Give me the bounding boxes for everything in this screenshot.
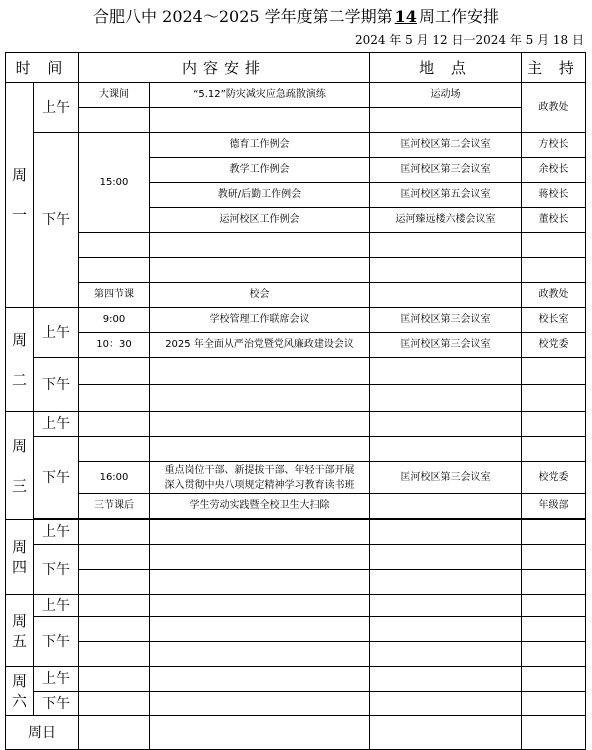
day-sunday: 周日 (6, 716, 79, 750)
monday-last-place (370, 283, 522, 308)
table-row (6, 358, 586, 385)
empty-cell (150, 108, 370, 133)
empty-cell (522, 545, 586, 570)
table-row (6, 412, 586, 437)
wednesday-pm-host: 校党委 (522, 462, 586, 494)
tuesday-am-content-2: 2025 年全面从严治党暨党风廉政建设会议 (150, 333, 370, 358)
monday-am-time: 大课间 (79, 83, 150, 108)
day-tuesday (6, 308, 34, 412)
empty-cell (522, 258, 586, 283)
tuesday-am-place-1: 匡河校区第三会议室 (370, 308, 522, 333)
table-row (6, 283, 586, 308)
monday-pm-host-4: 董校长 (522, 208, 586, 233)
wednesday-last-time: 三节课后 (79, 494, 150, 519)
monday-pm-content-1: 德育工作例会 (150, 133, 370, 158)
empty-cell (370, 358, 522, 385)
tuesday-pm-label: 下午 (34, 358, 79, 412)
table-row (6, 545, 586, 570)
empty-cell (150, 437, 370, 462)
tuesday-am-time-1: 9:00 (79, 308, 150, 333)
empty-cell (79, 545, 150, 570)
thursday-pm-label: 下午 (34, 545, 79, 595)
monday-pm-host-2: 余校长 (522, 158, 586, 183)
monday-pm-place-4: 运河臻远楼六楼会议室 (370, 208, 522, 233)
empty-cell (522, 716, 586, 750)
wednesday-last-content: 学生劳动实践暨全校卫生大扫除 (150, 494, 370, 519)
wednesday-pm-content-line1: 重点岗位干部、新提拔干部、年轻干部开展 (164, 464, 355, 476)
day-thursday-char2: 四 (11, 558, 27, 576)
monday-am-host: 政教处 (522, 83, 586, 133)
empty-cell (522, 570, 586, 595)
header-content: 内容安排 (79, 53, 370, 83)
empty-cell (79, 716, 150, 750)
table-row (6, 437, 586, 462)
wednesday-pm-label: 下午 (34, 437, 79, 519)
empty-cell (79, 692, 150, 716)
empty-cell (150, 570, 370, 595)
empty-cell (150, 412, 370, 437)
day-wednesday (6, 412, 34, 520)
empty-cell (150, 385, 370, 412)
empty-cell (79, 437, 150, 462)
monday-pm-content-3: 教研/后勤工作例会 (150, 183, 370, 208)
table-row (6, 308, 586, 333)
empty-cell (79, 358, 150, 385)
table-row (6, 570, 586, 595)
date-range: 2024 年 5 月 12 日一2024 年 5 月 18 日 (354, 33, 584, 47)
empty-cell (522, 412, 586, 437)
table-row (6, 258, 586, 283)
table-row (6, 716, 586, 750)
empty-cell (79, 520, 150, 545)
monday-pm-place-3: 匡河校区第五会议室 (370, 183, 522, 208)
empty-cell (370, 385, 522, 412)
header-row (6, 53, 586, 83)
empty-cell (522, 642, 586, 667)
empty-cell (370, 692, 522, 716)
empty-cell (522, 385, 586, 412)
empty-cell (79, 667, 150, 692)
empty-cell (522, 437, 586, 462)
empty-cell (150, 520, 370, 545)
empty-cell (150, 642, 370, 667)
page-title (0, 4, 592, 27)
empty-cell (79, 108, 150, 133)
header-host: 主 持 (522, 53, 586, 83)
wednesday-am-label: 上午 (34, 412, 79, 437)
wednesday-pm-content (150, 462, 370, 494)
empty-cell (150, 617, 370, 642)
monday-pm-content-2: 教学工作例会 (150, 158, 370, 183)
day-tuesday-char2: 二 (11, 370, 27, 389)
day-friday-char1: 周 (11, 611, 27, 630)
header-time: 时 间 (6, 53, 79, 83)
tuesday-am-label: 上午 (34, 308, 79, 358)
table-row (6, 233, 586, 258)
day-monday-char1: 周 (11, 166, 27, 184)
empty-cell (522, 520, 586, 545)
table-row (6, 595, 586, 617)
table-row (6, 333, 586, 358)
monday-last-host: 政教处 (522, 283, 586, 308)
monday-pm-content-4: 运河校区工作例会 (150, 208, 370, 233)
empty-cell (522, 595, 586, 617)
table-row (6, 133, 586, 158)
empty-cell (370, 437, 522, 462)
monday-pm-host-1: 方校长 (522, 133, 586, 158)
wednesday-pm-place: 匡河校区第三会议室 (370, 462, 522, 494)
empty-cell (370, 595, 522, 617)
empty-cell (79, 412, 150, 437)
day-saturday-char1: 周 (11, 672, 27, 690)
empty-cell (370, 617, 522, 642)
empty-cell (370, 258, 522, 283)
empty-cell (522, 617, 586, 642)
day-thursday (6, 520, 34, 595)
friday-pm-label: 下午 (34, 617, 79, 667)
monday-last-content: 校会 (150, 283, 370, 308)
monday-pm-place-2: 匡河校区第三会议室 (370, 158, 522, 183)
empty-cell (370, 570, 522, 595)
monday-am-label: 上午 (34, 83, 79, 133)
table-row (6, 520, 586, 545)
table-row (6, 692, 586, 716)
thursday-am-label: 上午 (34, 520, 79, 545)
table-row (6, 617, 586, 642)
day-thursday-char1: 周 (11, 538, 27, 556)
wednesday-last-place (370, 494, 522, 519)
empty-cell (370, 642, 522, 667)
empty-cell (150, 692, 370, 716)
header-place: 地 点 (370, 53, 522, 83)
empty-cell (79, 385, 150, 412)
table-row (6, 667, 586, 692)
tuesday-am-place-2: 匡河校区第三会议室 (370, 333, 522, 358)
empty-cell (79, 595, 150, 617)
empty-cell (522, 233, 586, 258)
table-row (6, 83, 586, 108)
wednesday-last-host: 年级部 (522, 494, 586, 519)
week-number: 14 (394, 7, 417, 26)
empty-cell (150, 716, 370, 750)
empty-cell (370, 716, 522, 750)
monday-pm-time: 15:00 (79, 133, 150, 233)
day-saturday-char2: 六 (11, 692, 27, 710)
empty-cell (370, 233, 522, 258)
day-wednesday-char2: 三 (11, 476, 27, 495)
tuesday-am-host-2: 校党委 (522, 333, 586, 358)
empty-cell (370, 520, 522, 545)
empty-cell (370, 545, 522, 570)
empty-cell (522, 692, 586, 716)
day-tuesday-char1: 周 (11, 330, 27, 349)
table-row (6, 385, 586, 412)
day-wednesday-char1: 周 (11, 436, 27, 455)
table-row (6, 108, 586, 133)
table-row (6, 642, 586, 667)
empty-cell (79, 570, 150, 595)
day-monday-char2: 一 (11, 206, 27, 224)
empty-cell (150, 258, 370, 283)
monday-am-place: 运动场 (370, 83, 522, 108)
table-row (6, 462, 586, 494)
empty-cell (522, 667, 586, 692)
title-prefix: 合肥八中 2024～2025 学年度第二学期第 (93, 7, 393, 26)
empty-cell (370, 412, 522, 437)
empty-cell (79, 233, 150, 258)
tuesday-am-time-2: 10：30 (79, 333, 150, 358)
empty-cell (370, 667, 522, 692)
empty-cell (150, 595, 370, 617)
title-suffix: 周工作安排 (418, 7, 499, 26)
monday-pm-label: 下午 (34, 133, 79, 308)
empty-cell (150, 667, 370, 692)
monday-pm-host-3: 蒋校长 (522, 183, 586, 208)
empty-cell (79, 258, 150, 283)
wednesday-pm-content-line2: 深入贯彻中央八项规定精神学习教育读书班 (164, 479, 355, 491)
table-row (6, 494, 586, 519)
day-friday-char2: 五 (11, 631, 27, 650)
friday-am-label: 上午 (34, 595, 79, 617)
empty-cell (79, 642, 150, 667)
day-friday (6, 595, 34, 667)
day-monday (6, 83, 34, 308)
empty-cell (79, 617, 150, 642)
monday-last-time: 第四节课 (79, 283, 150, 308)
tuesday-am-content-1: 学校管理工作联席会议 (150, 308, 370, 333)
schedule-table (5, 52, 586, 750)
tuesday-am-host-1: 校长室 (522, 308, 586, 333)
monday-pm-place-1: 匡河校区第二会议室 (370, 133, 522, 158)
saturday-am-label: 上午 (34, 667, 79, 692)
wednesday-pm-time: 16:00 (79, 462, 150, 494)
empty-cell (150, 545, 370, 570)
day-saturday (6, 667, 34, 716)
empty-cell (522, 358, 586, 385)
monday-am-content: “5.12”防灾减灾应急疏散演练 (150, 83, 370, 108)
saturday-pm-label: 下午 (34, 692, 79, 716)
empty-cell (150, 233, 370, 258)
empty-cell (150, 358, 370, 385)
empty-cell (370, 108, 522, 133)
